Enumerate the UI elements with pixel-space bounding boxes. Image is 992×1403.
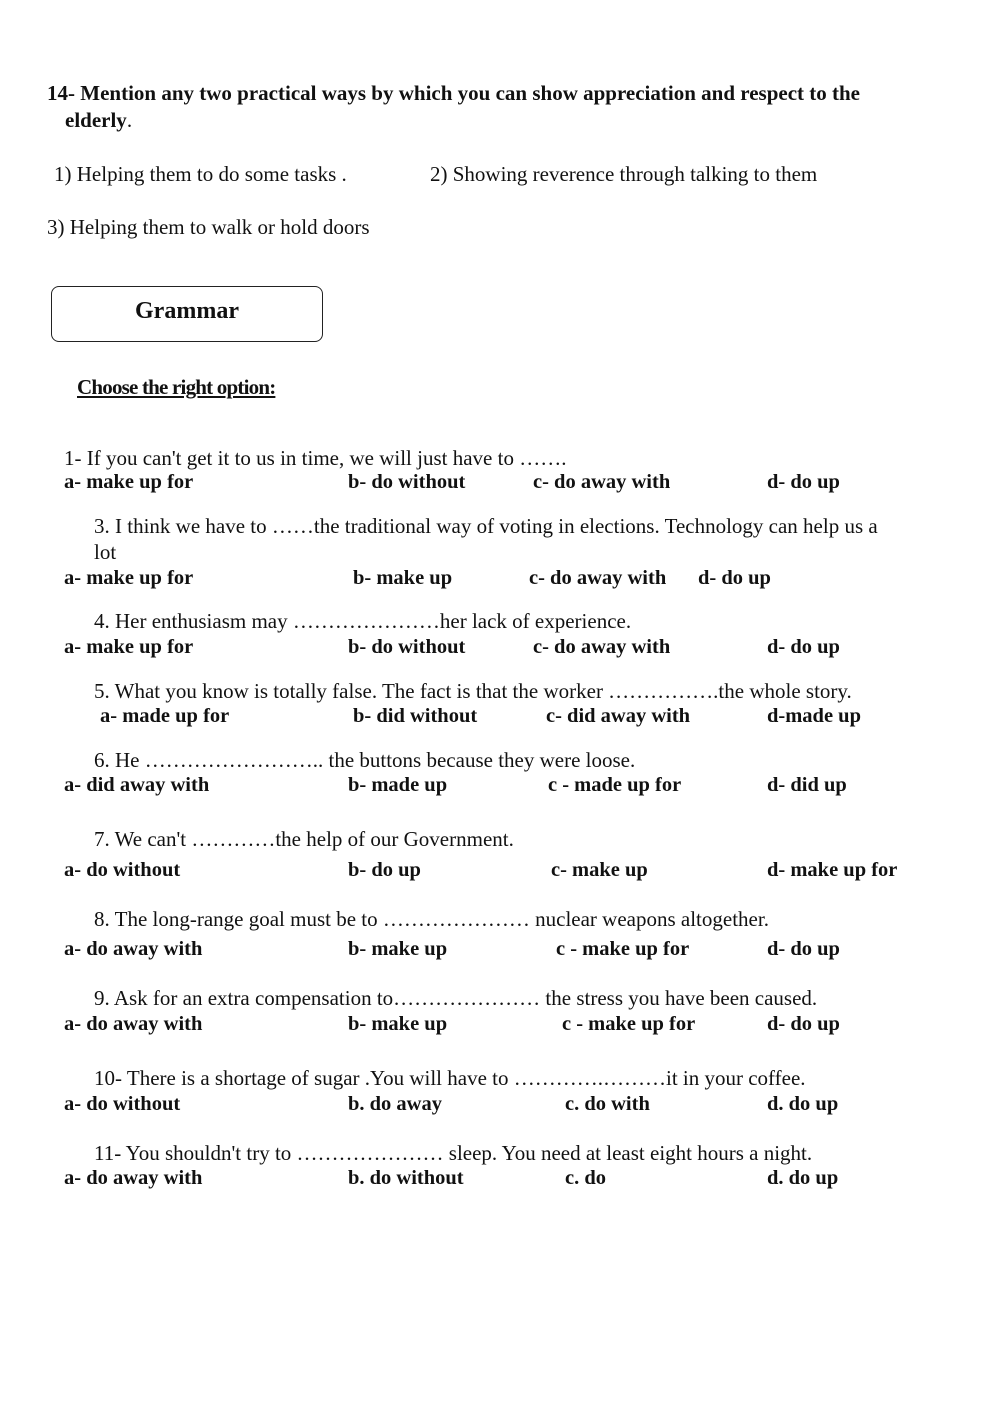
item-11-option-c[interactable]: c. do	[565, 1167, 606, 1189]
item-8-option-b[interactable]: b- make up	[348, 938, 448, 960]
item-9-option-a[interactable]: a- do away with	[64, 1013, 203, 1035]
item-9-option-b[interactable]: b- make up	[348, 1013, 448, 1035]
item-3-option-a[interactable]: a- make up for	[64, 567, 194, 589]
answer-3: 3) Helping them to walk or hold doors	[47, 215, 370, 239]
item-5-option-d[interactable]: d-made up	[767, 705, 861, 727]
item-8-option-d[interactable]: d- do up	[767, 938, 840, 960]
item-3-option-c[interactable]: c- do away with	[529, 567, 667, 589]
item-3-option-d[interactable]: d- do up	[698, 567, 771, 589]
item-7-option-c[interactable]: c- make up	[551, 859, 648, 881]
question-14-prompt: Mention any two practical ways by which you can show appreciation and respect to the	[80, 81, 860, 105]
item-9-stem: 9. Ask for an extra compensation to………………… the stress you have been caused.	[94, 986, 818, 1010]
item-9-option-d[interactable]: d- do up	[767, 1013, 840, 1035]
item-7-stem: 7. We can't …………the help of our Government.	[94, 827, 514, 851]
item-7-option-d[interactable]: d- make up for	[767, 859, 898, 881]
item-1-stem: 1- If you can't get it to us in time, we will just have to …….	[64, 446, 567, 470]
item-5-option-a[interactable]: a- made up for	[100, 705, 230, 727]
item-6-option-a[interactable]: a- did away with	[64, 774, 210, 796]
question-14-label: 14-	[47, 81, 75, 105]
item-10-option-b[interactable]: b. do away	[348, 1093, 442, 1115]
item-7-option-b[interactable]: b- do up	[348, 859, 421, 881]
item-11-option-d[interactable]: d. do up	[767, 1167, 839, 1189]
item-5-option-b[interactable]: b- did without	[353, 705, 478, 727]
item-8-option-c[interactable]: c - make up for	[556, 938, 690, 960]
item-6-option-d[interactable]: d- did up	[767, 774, 847, 796]
item-1-option-c[interactable]: c- do away with	[533, 471, 671, 493]
item-11-option-a[interactable]: a- do away with	[64, 1167, 203, 1189]
item-10-option-d[interactable]: d. do up	[767, 1093, 839, 1115]
item-1-option-b[interactable]: b- do without	[348, 471, 466, 493]
question-14-period: .	[126, 108, 133, 132]
item-4-option-c[interactable]: c- do away with	[533, 636, 671, 658]
item-3-option-b[interactable]: b- make up	[353, 567, 453, 589]
item-6-option-c[interactable]: c - made up for	[548, 774, 682, 796]
item-4-option-d[interactable]: d- do up	[767, 636, 840, 658]
answer-2: 2) Showing reverence through talking to them	[430, 162, 818, 186]
item-6-option-b[interactable]: b- made up	[348, 774, 448, 796]
question-14-prompt-end: elderly	[65, 108, 127, 132]
item-4-option-a[interactable]: a- make up for	[64, 636, 194, 658]
item-5-stem: 5. What you know is totally false. The fact is that the worker …………….the whole story.	[94, 679, 852, 703]
item-10-option-a[interactable]: a- do without	[64, 1093, 181, 1115]
question-14	[47, 80, 962, 134]
grammar-section-box	[51, 286, 323, 342]
item-10-stem: 10- There is a shortage of sugar .You will have to ………….………it in your coffee.	[94, 1066, 806, 1090]
item-7-option-a[interactable]: a- do without	[64, 859, 181, 881]
item-8-option-a[interactable]: a- do away with	[64, 938, 203, 960]
answer-1: 1) Helping them to do some tasks .	[54, 162, 347, 186]
item-4-option-b[interactable]: b- do without	[348, 636, 466, 658]
item-4-stem: 4. Her enthusiasm may …………………her lack of experience.	[94, 609, 632, 633]
item-3-stem-cont: lot	[94, 540, 117, 564]
item-11-option-b[interactable]: b. do without	[348, 1167, 464, 1189]
item-5-option-c[interactable]: c- did away with	[546, 705, 691, 727]
item-11-stem: 11- You shouldn't try to ………………… sleep. You need at least eight hours a night.	[94, 1141, 813, 1165]
item-6-stem: 6. He …………………….. the buttons because they were loose.	[94, 748, 636, 772]
grammar-section-title: Grammar	[135, 298, 239, 324]
item-1-option-a[interactable]: a- make up for	[64, 471, 194, 493]
item-3-stem: 3. I think we have to ……the traditional way of voting in elections. Technology can help us a	[94, 514, 878, 538]
item-9-option-c[interactable]: c - make up for	[562, 1013, 696, 1035]
item-8-stem: 8. The long-range goal must be to ………………… nuclear weapons altogether.	[94, 907, 769, 931]
item-1-option-d[interactable]: d- do up	[767, 471, 840, 493]
item-10-option-c[interactable]: c. do with	[565, 1093, 650, 1115]
grammar-instruction: Choose the right option:	[77, 375, 276, 399]
